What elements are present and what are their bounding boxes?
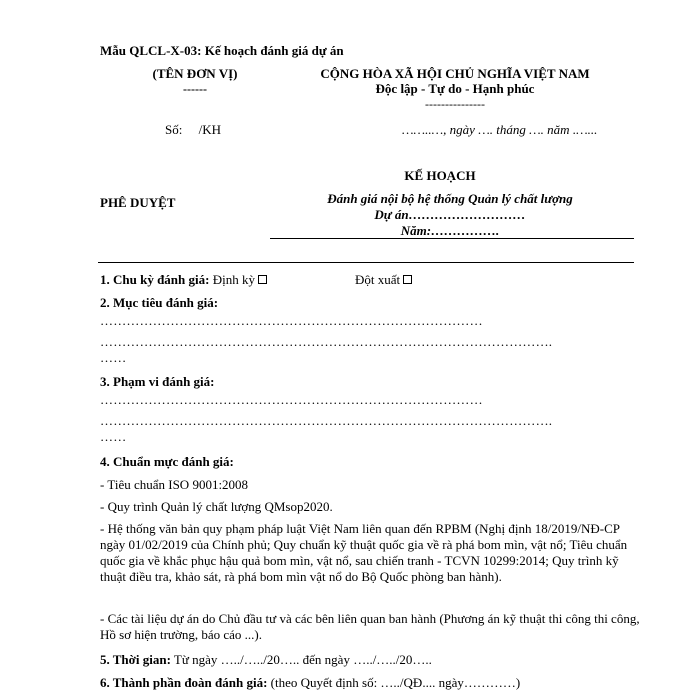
adhoc-label: Đột xuất [355,272,401,287]
motto-dash: --------------- [425,97,485,111]
criteria-item-3: - Hệ thống văn bản quy phạm pháp luật Việt Nam liên quan đến RPBM (Nghị định 18/2019/NĐ-CP ngày 01/02/2019 của Chính phủ; Quy chuẩn kỹ thuật quốc gia về rà phá bom mìn, vật nổ; Tiêu chuẩn quốc gia về khắc phục hậu quả bom mìn, vật nổ, sau chiến tranh - TCVN 10299:2014; Quy trình kỹ thuật điều tra, khảo sát, rà phá bom mìn vật nổ do Bộ Quốc phòng ban hành). [100,521,628,584]
year-line: Năm:……………. [400,223,500,238]
section-1-label: 1. Chu kỳ đánh giá: [100,272,210,287]
objective-line-3: …… [100,350,127,365]
plan-subtitle: Đánh giá nội bộ hệ thống Quản lý chất lượng [327,191,573,206]
number-suffix: /KH [198,122,221,137]
criteria-item-4: - Các tài liệu dự án do Chủ đầu tư và các bên liên quan ban hành (Phương án kỹ thuật thi công thi công, Hồ sơ hiện trường, báo cáo ...). [100,611,640,642]
criteria-item-2: - Quy trình Quản lý chất lượng QMsop2020. [100,499,333,514]
section-6-label: 6. Thành phần đoàn đánh giá: [100,675,268,690]
scope-line-3: …… [100,429,127,444]
time-range: Từ ngày …../…../20….. đến ngày …../…../20….. [173,652,432,667]
number-label: Số: [165,122,183,137]
section-5-label: 5. Thời gian: [100,652,171,667]
unit-name: (TÊN ĐƠN VỊ) [152,66,238,81]
adhoc-option [355,272,412,288]
periodic-label: Định kỳ [212,272,255,287]
section-2-label: 2. Mục tiêu đánh giá: [100,295,219,310]
section-5 [100,652,432,668]
section-3-label: 3. Phạm vi đánh giá: [100,374,215,389]
section-divider [98,262,634,263]
objective-line-2: …………………………………………………………………………………………. [100,334,553,349]
section-1 [100,272,267,288]
objective-line-1: …………………………………………………………………………… [100,313,483,328]
form-code: Mẫu QLCL-X-03: Kế hoạch đánh giá dự án [100,43,344,58]
plan-title: KẾ HOẠCH [404,168,476,183]
country-name: CỘNG HÒA XÃ HỘI CHỦ NGHĨA VIỆT NAM [320,66,590,81]
scope-line-2: …………………………………………………………………………………………. [100,413,553,428]
section-6 [100,675,520,691]
project-line: Dự án……………………… [374,207,526,222]
team-decision: (theo Quyết định số: …../QĐ.... ngày…………) [270,675,521,690]
unit-dash: ------ [183,82,207,96]
adhoc-checkbox[interactable] [403,275,412,284]
periodic-checkbox[interactable] [258,275,267,284]
section-4-label: 4. Chuẩn mực đánh giá: [100,454,234,469]
title-underline [270,238,634,239]
date-line: ……..…, ngày …. tháng …. năm .…... [402,122,598,137]
approval-label: PHÊ DUYỆT [100,195,176,210]
criteria-item-1: - Tiêu chuẩn ISO 9001:2008 [100,477,249,492]
national-motto: Độc lập - Tự do - Hạnh phúc [375,81,535,96]
document-number [165,122,221,138]
scope-line-1: …………………………………………………………………………… [100,392,483,407]
